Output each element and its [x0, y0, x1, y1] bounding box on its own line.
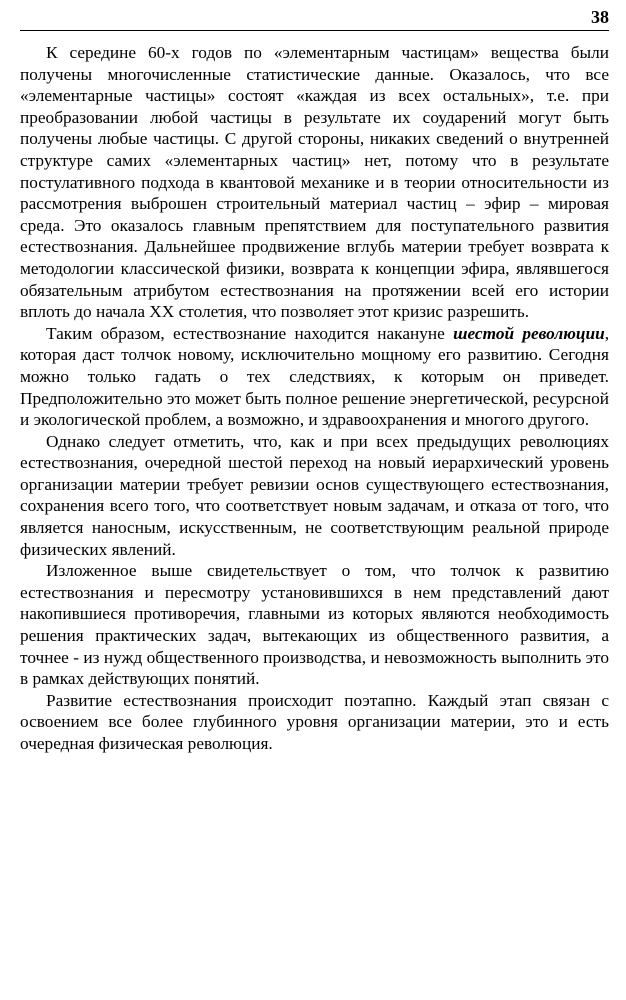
paragraph-1: К середине 60-х годов по «элементарным частицам» вещества были получены многочисленные статистические данные. Оказалось, что все «элементарные частицы» состоят «каждая из всех остальных», т.е. при преобразовании любой частицы в результате их соударений могут быть получены любые частицы. С другой стороны, никаких сведений о внутренней структуре самих «элементарных частиц» нет, потому что в результате постулативного подхода в квантовой механике и в теории относительности из рассмотрения выброшен строительный материал частиц – эфир – мировая среда. Это оказалось главным препятствием для поступательного развития естествознания. Дальнейшее продвижение вглубь материи требует возврата к методологии классической физики, возврата к концепции эфира, являвшегося обязательным атрибутом естествознания на протяжении всей его истории вплоть до начала ХХ столетия, что позволяет этот кризис разрешить. — [20, 43, 609, 322]
paragraph-2-lead: Таким образом, естествознание находится накануне — [46, 323, 454, 343]
paragraph-2 — [20, 323, 609, 431]
document-page — [20, 0, 609, 1000]
body-text — [20, 42, 609, 755]
page-header — [20, 0, 609, 31]
paragraph-2-rest: , которая даст толчок новому, исключительно мощному его развитию. Сегодня можно только гадать о тех следствиях, к которым он приведет. Предположительно это может быть полное решение энергетической, ресурсной и экологической проблем, а возможно, и здравоохранения и многого другого. — [20, 323, 610, 430]
paragraph-5: Развитие естествознания происходит поэтапно. Каждый этап связан с освоением все более глубинного уровня организации материи, это и есть очередная физическая революция. — [20, 690, 609, 753]
page-number: 38 — [591, 7, 609, 27]
paragraph-3: Однако следует отметить, что, как и при всех предыдущих революциях естествознания, очередной шестой переход на новый иерархический уровень организации материи требует ревизии основ существующего естествознания, сохранения всего того, что соответствует новым задачам, и отказа от того, что является наносным, искусственным, не соответствующим реальной природе физических явлений. — [20, 431, 609, 559]
paragraph-4: Изложенное выше свидетельствует о том, что толчок к развитию естествознания и пересмотру установившихся в нем представлений дают накопившиеся противоречия, главными из которых являются необходимость решения практических задач, вытекающих из общественного развития, а точнее - из нужд общественного производства, и невозможность выполнить это в рамках действующих понятий. — [20, 561, 609, 689]
paragraph-2-emphasis: шестой революции — [453, 323, 605, 343]
